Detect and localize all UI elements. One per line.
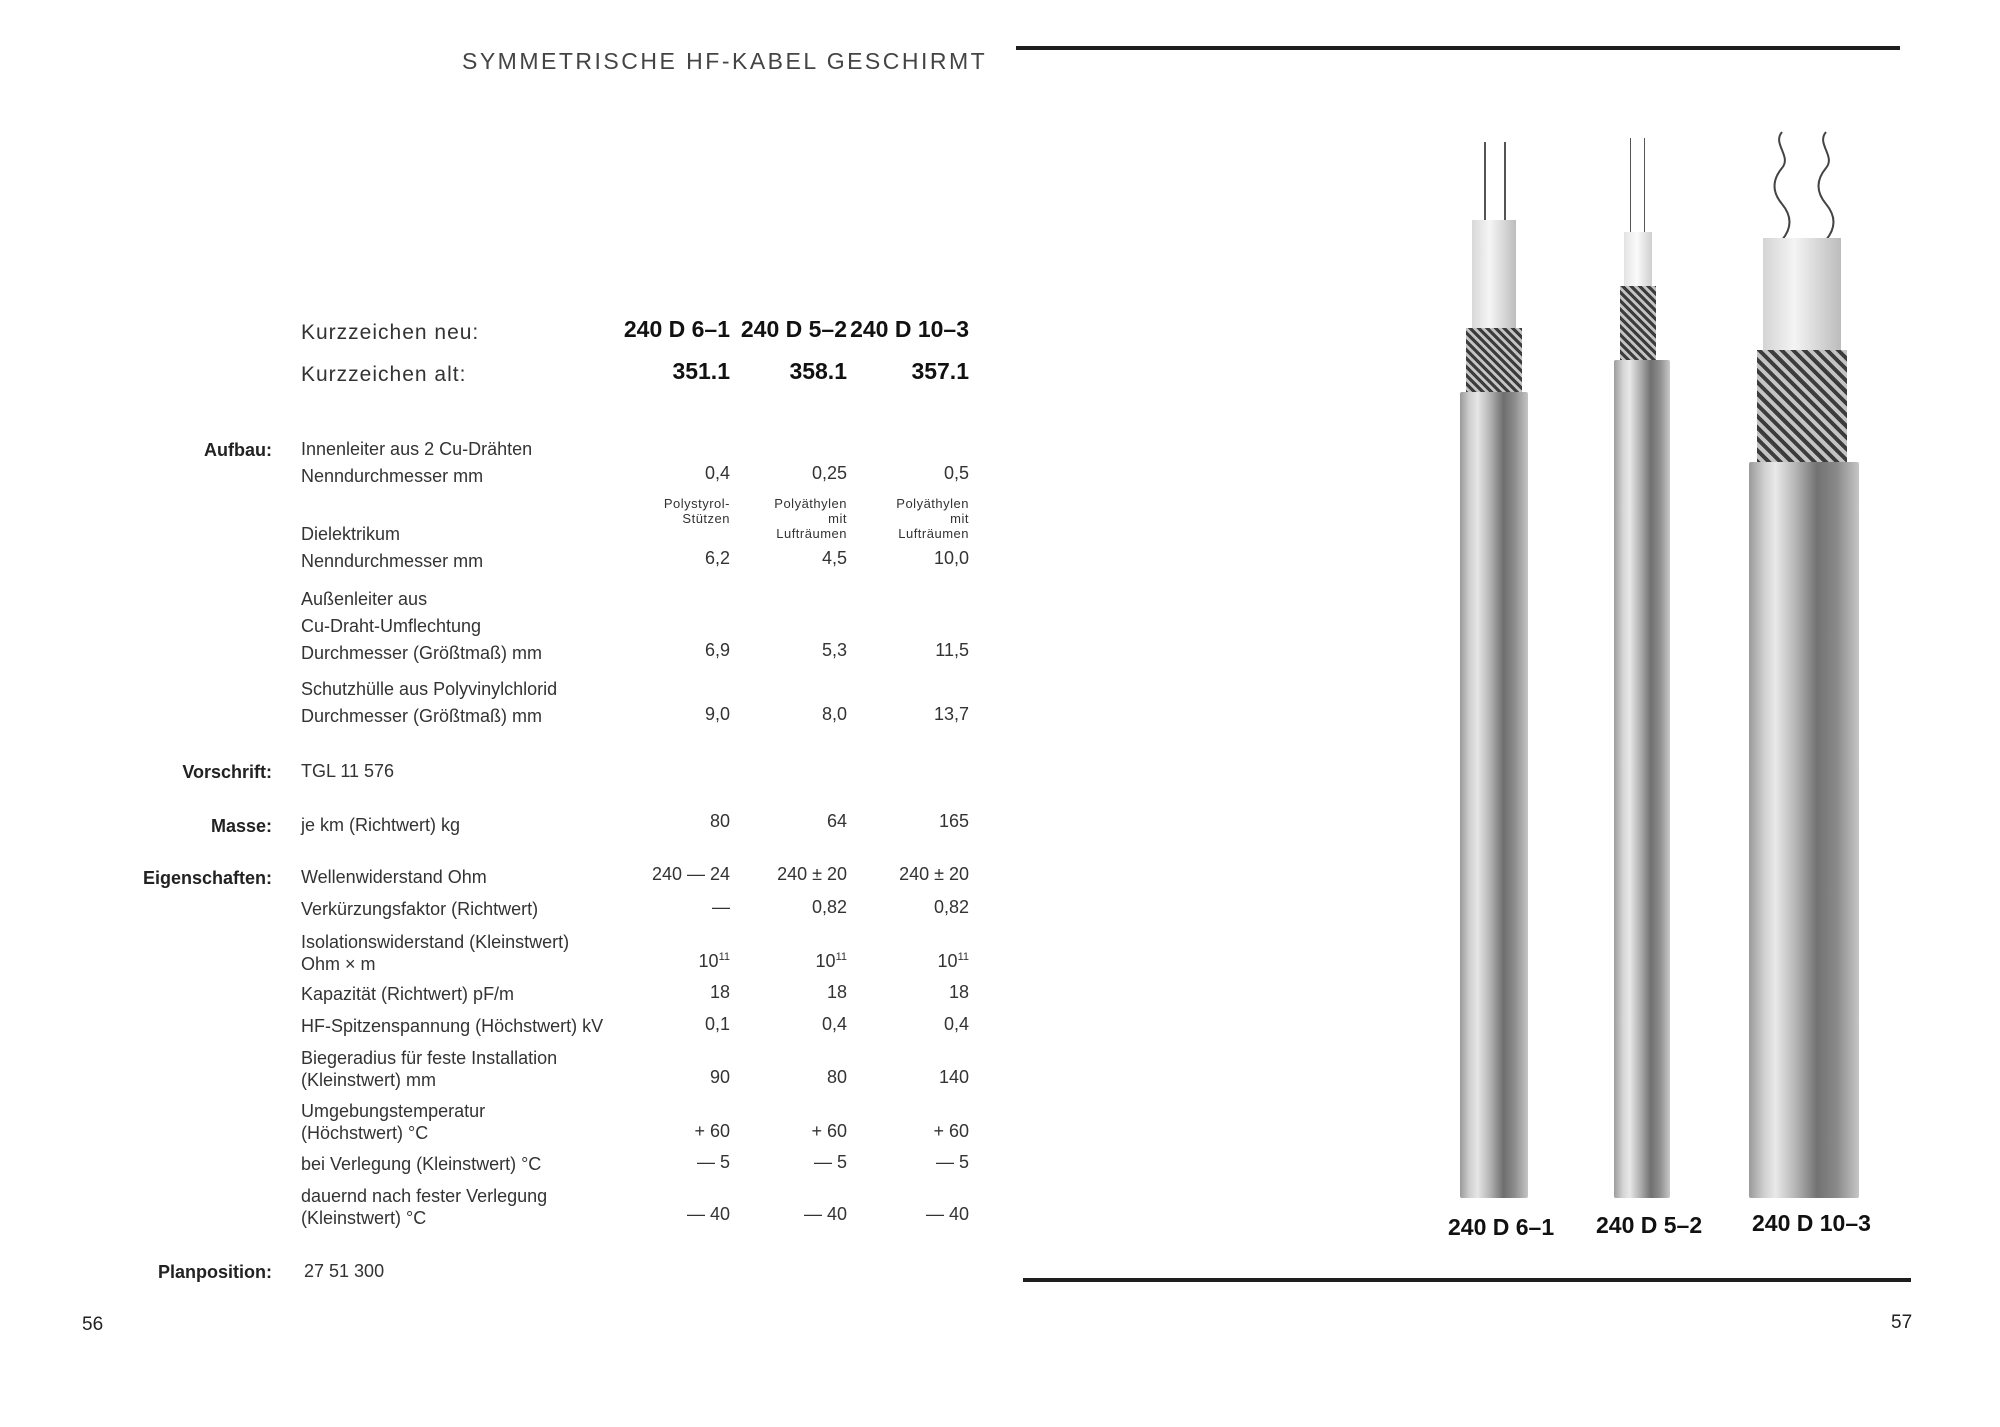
- type-new-3: 240 D 10–3: [850, 316, 969, 342]
- row-nenndurchmesser-1: Nenndurchmesser mm: [301, 466, 484, 486]
- row-schutzhuelle-1: Schutzhülle aus Polyvinylchlorid: [301, 679, 558, 699]
- kurzzeichen-neu-label: Kurzzeichen neu:: [301, 321, 480, 344]
- row-isolation-1: Isolationswiderstand (Kleinstwert): [301, 932, 570, 952]
- planposition-value: 27 51 300: [304, 1261, 385, 1281]
- huelle-val-2: 8,0: [821, 704, 847, 724]
- page-number-left: 56: [82, 1314, 104, 1335]
- type-old-3: 357.1: [911, 358, 969, 384]
- row-umgebungstemperatur-2: (Höchstwert) °C: [301, 1123, 429, 1143]
- iso-val-2: $10^{11}$: [815, 951, 847, 971]
- verk-val-2: 0,82: [811, 897, 847, 917]
- row-aussenleiter-1: Außenleiter aus: [301, 589, 428, 609]
- row-masse: je km (Richtwert) kg: [301, 815, 461, 835]
- row-dauernd-1: dauernd nach fester Verlegung: [301, 1186, 548, 1206]
- type-old-1: 351.1: [672, 358, 730, 384]
- cable-3-dielectric: [1763, 238, 1841, 352]
- verk-val-1: —: [712, 897, 730, 917]
- row-hf-spitzenspannung: HF-Spitzenspannung (Höchstwert) kV: [301, 1016, 604, 1036]
- dauer-val-1: — 40: [686, 1204, 730, 1224]
- row-verlegung: bei Verlegung (Kleinstwert) °C: [301, 1154, 542, 1174]
- aussen-val-3: 11,5: [935, 640, 969, 660]
- cable-label-1: 240 D 6–1: [1448, 1214, 1555, 1240]
- cable-1-jacket: [1460, 392, 1528, 1198]
- verl-val-2: — 5: [813, 1152, 847, 1172]
- cable-3-jacket: [1749, 462, 1859, 1198]
- cable-1-dielectric: [1472, 220, 1516, 330]
- cable-2-jacket: [1614, 360, 1670, 1198]
- nenn1-val-2: 0,25: [811, 463, 847, 483]
- cable-1-braid: [1466, 328, 1522, 394]
- page-title: SYMMETRISCHE HF-KABEL GESCHIRMT: [462, 48, 988, 74]
- type-old-2: 358.1: [789, 358, 847, 384]
- row-nenndurchmesser-2: Nenndurchmesser mm: [301, 551, 484, 571]
- row-kapazitaet: Kapazität (Richtwert) pF/m: [301, 984, 515, 1004]
- top-rule: [1016, 46, 1900, 50]
- row-verkuerzungsfaktor: Verkürzungsfaktor (Richtwert): [301, 899, 539, 919]
- kurzzeichen-alt-label: Kurzzeichen alt:: [301, 363, 467, 386]
- masse-val-1: 80: [709, 811, 730, 831]
- nenn1-val-3: 0,5: [943, 463, 969, 483]
- cable-1-wire-a: [1484, 142, 1486, 232]
- row-aussenleiter-2: Cu-Draht-Umflechtung: [301, 616, 482, 636]
- umg-val-1: + 60: [694, 1121, 730, 1141]
- cable-label-2: 240 D 5–2: [1596, 1212, 1703, 1238]
- nenn2-val-3: 10,0: [933, 548, 969, 568]
- dauer-val-2: — 40: [803, 1204, 847, 1224]
- nenn1-val-1: 0,4: [704, 463, 730, 483]
- type-new-1: 240 D 6–1: [623, 316, 730, 342]
- umg-val-3: + 60: [933, 1121, 969, 1141]
- bottom-rule: [1023, 1278, 1911, 1282]
- nenn2-val-1: 6,2: [704, 548, 730, 568]
- type-new-2: 240 D 5–2: [740, 316, 847, 342]
- section-vorschrift: Vorschrift:: [182, 762, 272, 782]
- row-dielektrikum: Dielektrikum: [301, 524, 401, 544]
- cable-2-wire-a: [1630, 138, 1631, 234]
- nenn2-val-2: 4,5: [821, 548, 847, 568]
- umg-val-2: + 60: [811, 1121, 847, 1141]
- dauer-val-3: — 40: [925, 1204, 969, 1224]
- kap-val-2: 18: [826, 982, 847, 1002]
- cable-3-wires: [1770, 130, 1840, 242]
- cable-2-dielectric: [1624, 232, 1652, 288]
- masse-val-3: 165: [938, 811, 969, 831]
- verl-val-3: — 5: [935, 1152, 969, 1172]
- row-biegeradius-2: (Kleinstwert) mm: [301, 1070, 437, 1090]
- hf-val-1: 0,1: [704, 1014, 730, 1034]
- aussen-val-1: 6,9: [704, 640, 730, 660]
- biege-val-2: 80: [826, 1067, 847, 1087]
- section-aufbau: Aufbau:: [204, 440, 272, 460]
- biege-val-1: 90: [709, 1067, 730, 1087]
- wellen-val-2: 240 ± 20: [777, 864, 847, 884]
- row-schutzhuelle-2: Durchmesser (Größtmaß) mm: [301, 706, 543, 726]
- verl-val-1: — 5: [696, 1152, 730, 1172]
- diel-material-2: Polyäthylen mit Lufträumen: [774, 496, 847, 541]
- row-umgebungstemperatur-1: Umgebungstemperatur: [301, 1101, 486, 1121]
- kap-val-3: 18: [948, 982, 969, 1002]
- row-dauernd-2: (Kleinstwert) °C: [301, 1208, 427, 1228]
- row-aussenleiter-3: Durchmesser (Größtmaß) mm: [301, 643, 543, 663]
- cable-2-wire-b: [1644, 138, 1645, 234]
- hf-val-2: 0,4: [821, 1014, 847, 1034]
- row-wellenwiderstand: Wellenwiderstand Ohm: [301, 867, 487, 887]
- aussen-val-2: 5,3: [821, 640, 847, 660]
- section-planposition: Planposition:: [158, 1262, 272, 1282]
- cable-3-braid: [1757, 350, 1847, 464]
- cable-1-wire-b: [1504, 142, 1506, 232]
- row-innenleiter: Innenleiter aus 2 Cu-Drähten: [301, 439, 533, 459]
- verk-val-3: 0,82: [933, 897, 969, 917]
- diel-material-3: Polyäthylen mit Lufträumen: [896, 496, 969, 541]
- row-isolation-2: Ohm × m: [301, 954, 376, 974]
- cable-2-braid: [1620, 286, 1656, 362]
- vorschrift-value: TGL 11 576: [301, 761, 395, 781]
- biege-val-3: 140: [938, 1067, 969, 1087]
- huelle-val-3: 13,7: [933, 704, 969, 724]
- huelle-val-1: 9,0: [704, 704, 730, 724]
- masse-val-2: 64: [826, 811, 847, 831]
- iso-val-3: $10^{11}$: [937, 951, 969, 971]
- row-biegeradius-1: Biegeradius für feste Installation: [301, 1048, 558, 1068]
- wellen-val-1: 240 — 24: [651, 864, 730, 884]
- kap-val-1: 18: [709, 982, 730, 1002]
- cable-label-3: 240 D 10–3: [1752, 1210, 1871, 1236]
- iso-val-1: $10^{11}$: [698, 951, 730, 971]
- wellen-val-3: 240 ± 20: [899, 864, 969, 884]
- hf-val-3: 0,4: [943, 1014, 969, 1034]
- diel-material-1: Polystyrol- Stützen: [663, 496, 730, 526]
- section-eigenschaften: Eigenschaften:: [142, 868, 272, 888]
- page-number-right: 57: [1891, 1312, 1913, 1333]
- section-masse: Masse:: [210, 816, 272, 836]
